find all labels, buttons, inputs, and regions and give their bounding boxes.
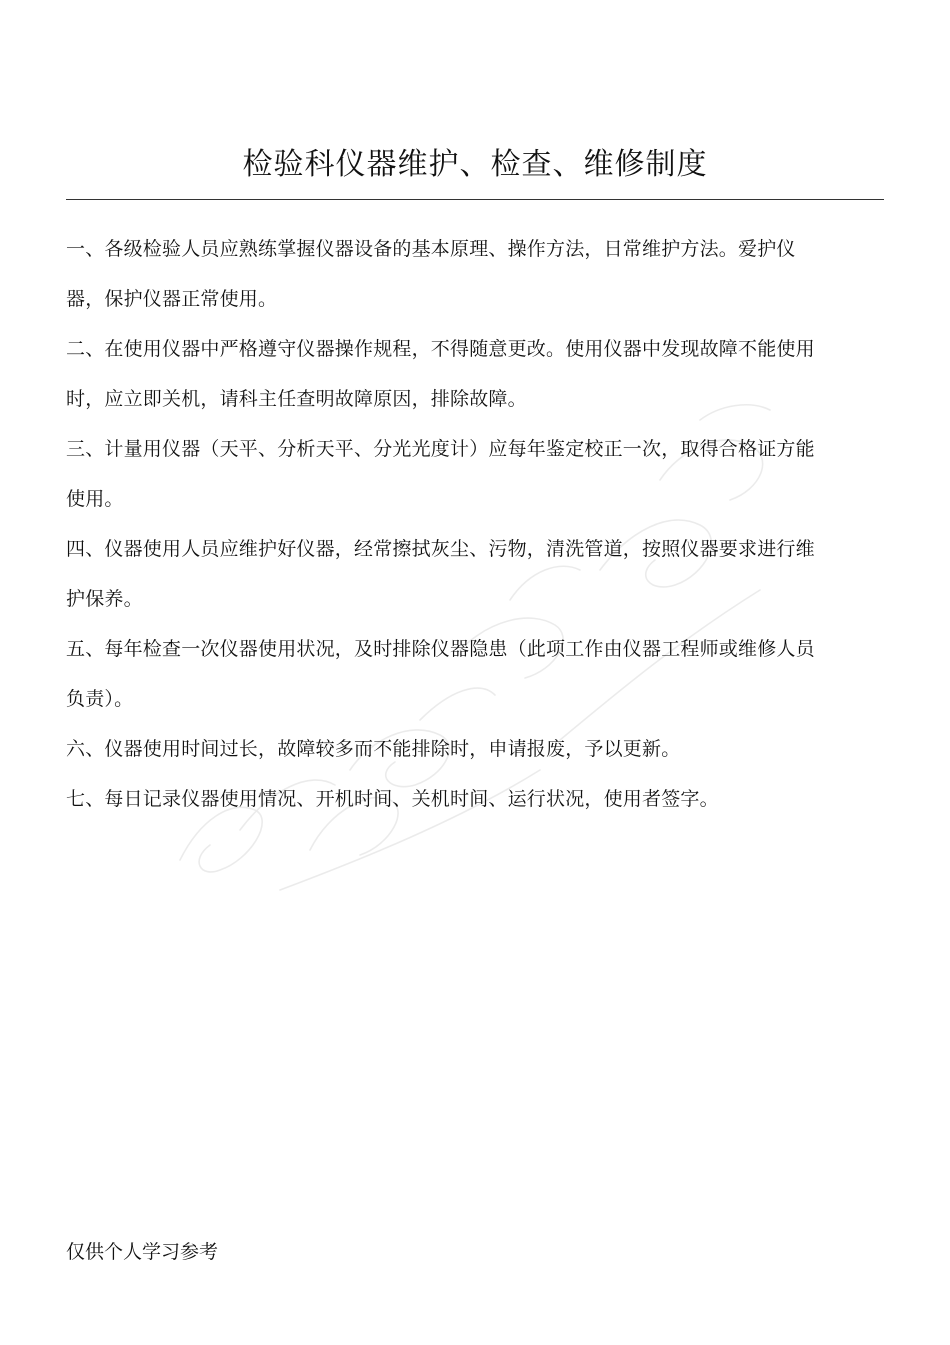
paragraph-1: 一、各级检验人员应熟练掌握仪器设备的基本原理、操作方法，日常维护方法。爱护仪器，保护仪器正常使用。	[66, 238, 796, 310]
paragraph-6: 六、仪器使用时间过长，故障较多而不能排除时，申请报废，予以更新。	[66, 738, 681, 760]
title-divider	[66, 199, 884, 200]
document-body	[66, 224, 826, 824]
page-title: 检验科仪器维护、检查、维修制度	[242, 147, 708, 182]
paragraph-2: 二、在使用仪器中严格遵守仪器操作规程，不得随意更改。使用仪器中发现故障不能使用时，应立即关机，请科主任查明故障原因，排除故障。	[66, 338, 815, 410]
footer-note: 仅供个人学习参考	[66, 1241, 219, 1263]
paragraph-5: 五、每年检查一次仪器使用状况，及时排除仪器隐患（此项工作由仪器工程师或维修人员负责）。	[66, 638, 815, 710]
paragraph-4: 四、仪器使用人员应维护好仪器，经常擦拭灰尘、污物，清洗管道，按照仪器要求进行维护保养。	[66, 538, 815, 610]
paragraph-3: 三、计量用仪器（天平、分析天平、分光光度计）应每年鉴定校正一次，取得合格证方能使用。	[66, 438, 815, 510]
paragraph-7: 七、每日记录仪器使用情况、开机时间、关机时间、运行状况，使用者签字。	[66, 788, 719, 810]
